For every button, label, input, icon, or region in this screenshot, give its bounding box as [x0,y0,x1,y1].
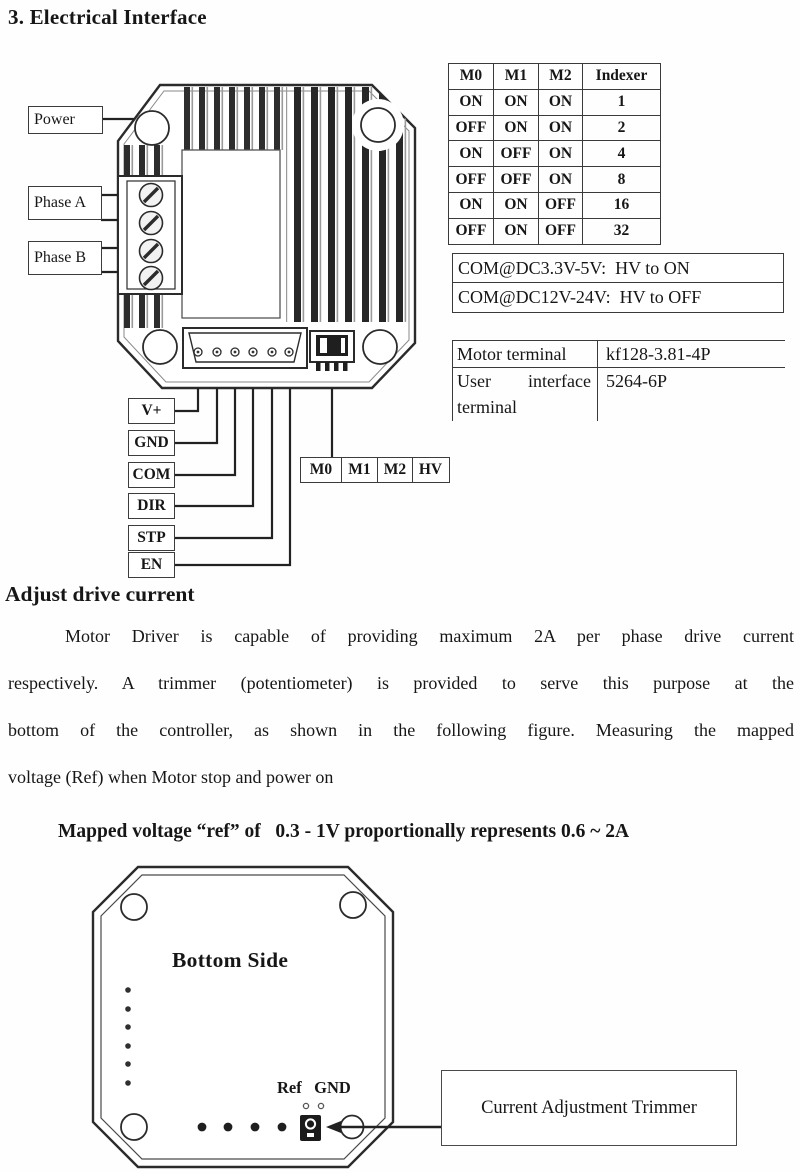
indexer-table [448,63,661,245]
pin-box-dir: DIR [128,493,175,519]
mode-cell-m1: M1 [341,457,379,483]
mapped-voltage-note: Mapped voltage “ref” of 0.3 - 1V proportionally represents 0.6 ~ 2A [58,821,630,842]
section-title: 3. Electrical Interface [8,5,207,29]
pin-box-stp: STP [128,525,175,551]
terminal-label: Motor terminal [453,341,598,367]
power-label-box [28,106,103,134]
paragraph-line: respectively. A trimmer (potentiometer) is provided to serve this purpose at the [8,673,794,693]
body-paragraph [8,613,794,801]
terminal-type-table [452,340,785,421]
col-header: M0 [449,64,494,90]
com-voltage-table [452,253,784,313]
com-row: COM@DC12V-24V: HV to OFF [452,282,784,313]
paragraph-line: voltage (Ref) when Motor stop and power on [8,767,334,787]
table-row: OFF OFF ON 8 [449,167,661,193]
phase-b-label: Phase B [34,249,86,266]
table-row: ON ON ON 1 [449,89,661,115]
table-row [453,341,785,368]
user-interface-connector [183,328,307,368]
col-header: M1 [494,64,539,90]
pin-box-vplus: V+ [128,398,175,424]
ref-gnd-label: Ref GND [277,1078,351,1097]
mode-cell-m0: M0 [300,457,342,483]
table-row: ON OFF ON 4 [449,141,661,167]
driver-bottom-view-diagram [78,860,448,1172]
table-row: OFF ON ON 2 [449,115,661,141]
driver-top-view-diagram [0,60,470,590]
mode-cell-hv: HV [412,457,450,483]
paragraph-line: Motor Driver is capable of providing maximum 2A per phase drive current [65,626,794,646]
pin-box-en: EN [128,552,175,578]
power-label: Power [34,111,75,128]
terminal-value: 5264-6P [606,371,668,391]
pin-box-gnd: GND [128,430,175,456]
col-header: Indexer [583,64,661,90]
trimmer-callout-text: Current Adjustment Trimmer [481,1097,697,1118]
table-row [453,368,785,421]
current-trimmer-icon [300,1115,321,1141]
phase-b-label-box [28,241,102,275]
trimmer-callout-box [441,1070,737,1146]
terminal-value: kf128-3.81-4P [606,344,711,364]
bottom-side-label: Bottom Side [172,948,289,972]
indexer-header-row [449,64,661,90]
paragraph-line: bottom of the controller, as shown in the following figure. Measuring the mapped [8,720,794,740]
com-row: COM@DC3.3V-5V: HV to ON [452,253,784,284]
table-row: OFF ON OFF 32 [449,218,661,244]
phase-a-label-box [28,186,102,220]
screw-terminal-block [118,176,182,294]
pin-box-com: COM [128,462,175,488]
mode-pin-row [300,457,450,483]
table-row: ON ON OFF 16 [449,192,661,218]
terminal-label: User interface terminal [453,368,598,421]
center-component [182,150,280,318]
adjust-current-heading: Adjust drive current [5,582,195,606]
mode-cell-m2: M2 [377,457,413,483]
phase-a-label: Phase A [34,194,86,211]
col-header: M2 [539,64,583,90]
